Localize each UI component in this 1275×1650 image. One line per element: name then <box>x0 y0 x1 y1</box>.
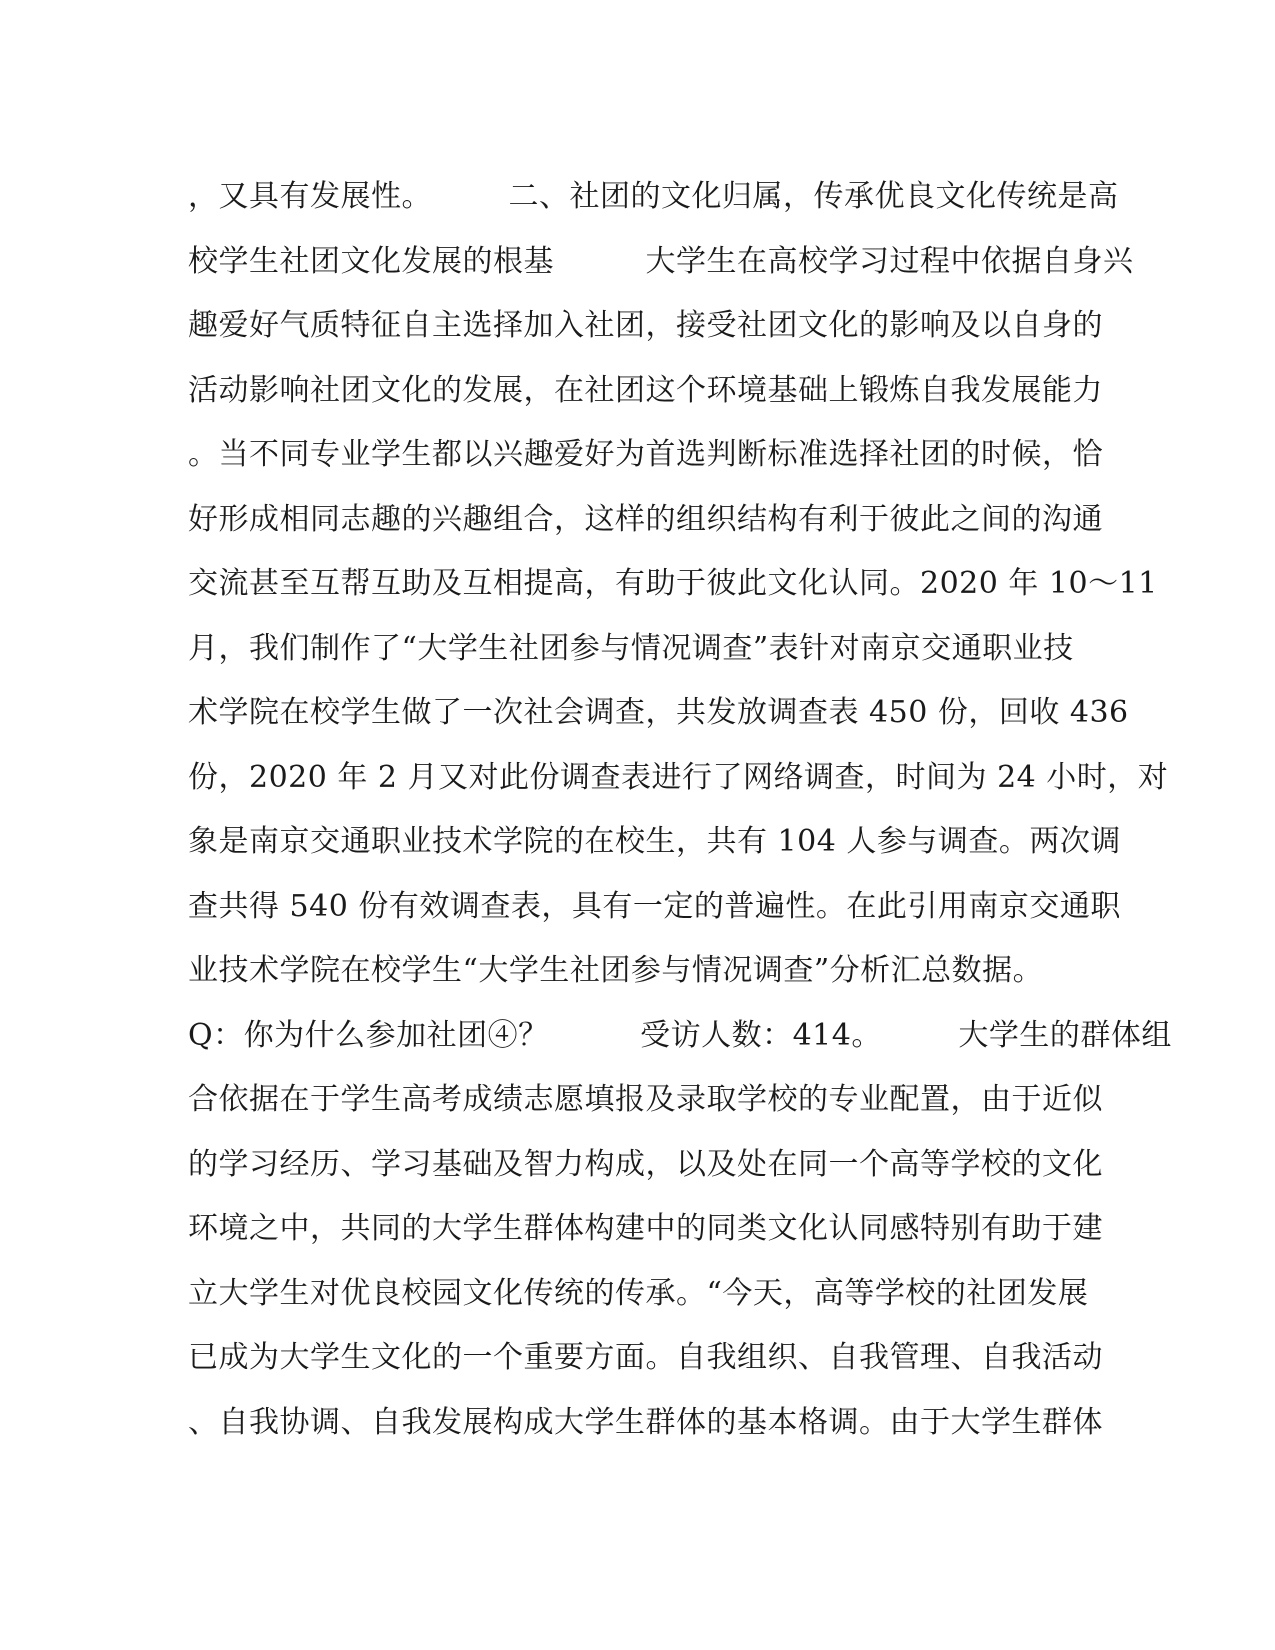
text-line: 象是南京交通职业技术学院的在校生，共有 104 人参与调查。两次调 <box>188 824 1121 859</box>
text-line: 查共得 540 份有效调查表，具有一定的普遍性。在此引用南京交通职 <box>188 888 1121 924</box>
text-line: ，又具有发展性。 二、社团的文化归属，传承优良文化传统是高 <box>188 179 1119 214</box>
text-line: 合依据在于学生高考成绩志愿填报及录取学校的专业配置，由于近似 <box>188 1082 1103 1117</box>
text-line: 立大学生对优良校园文化传统的传承。“今天，高等学校的社团发展 <box>188 1275 1089 1311</box>
text-line: 份，2020 年 2 月又对此份调查表进行了网络调查，时间为 24 小时，对 <box>188 759 1169 795</box>
text-line: 的学习经历、学习基础及智力构成，以及处在同一个高等学校的文化 <box>188 1146 1103 1182</box>
text-line: 术学院在校学生做了一次社会调查，共发放调查表 450 份，回收 436 <box>188 695 1129 730</box>
text-line: 、自我协调、自我发展构成大学生群体的基本格调。由于大学生群体 <box>188 1404 1103 1440</box>
text-line: 交流甚至互帮互助及互相提高，有助于彼此文化认同。2020 年 10～11 <box>188 566 1158 601</box>
text-line: Q：你为什么参加社团④？ 受访人数：414。 大学生的群体组 <box>188 1017 1172 1053</box>
text-line: 好形成相同志趣的兴趣组合，这样的组织结构有利于彼此之间的沟通 <box>188 501 1103 537</box>
text-line: 业技术学院在校学生“大学生社团参与情况调查”分析汇总数据。 <box>188 953 1044 988</box>
text-line: 已成为大学生文化的一个重要方面。自我组织、自我管理、自我活动 <box>188 1340 1103 1375</box>
text-line: 趣爱好气质特征自主选择加入社团，接受社团文化的影响及以自身的 <box>188 308 1103 343</box>
text-line: 活动影响社团文化的发展，在社团这个环境基础上锻炼自我发展能力 <box>188 372 1103 408</box>
text-line: 校学生社团文化发展的根基 大学生在高校学习过程中依据自身兴 <box>188 243 1134 279</box>
text-line: 。当不同专业学生都以兴趣爱好为首选判断标准选择社团的时候，恰 <box>188 437 1103 472</box>
text-line: 月，我们制作了“大学生社团参与情况调查”表针对南京交通职业技 <box>188 630 1074 666</box>
body-text <box>188 165 1172 1455</box>
text-line: 环境之中，共同的大学生群体构建中的同类文化认同感特别有助于建 <box>188 1211 1103 1246</box>
